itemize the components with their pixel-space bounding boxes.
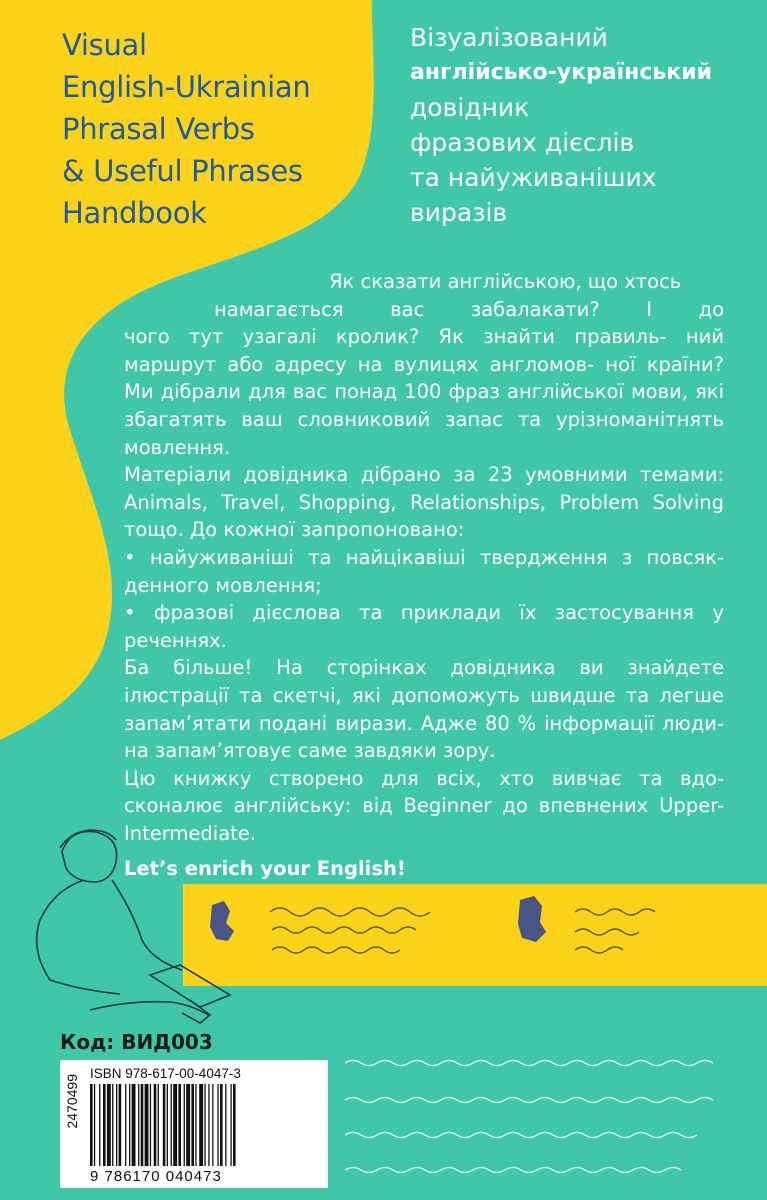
title-en-line: English-Ukrainian [62, 70, 311, 104]
barcode-bar [178, 1084, 181, 1166]
barcode-bars [88, 1084, 322, 1166]
barcode-bar [154, 1084, 157, 1166]
title-ukrainian [410, 20, 750, 230]
barcode-bar [103, 1084, 106, 1166]
barcode-bar [129, 1084, 130, 1166]
paragraph-4: Цю книжку створено для всіх, хто вивчає та вдо- сконалює англійську: від Beginner до впевнених Upper- Intermediate. [124, 766, 724, 845]
barcode-vertical-number: 2470499 [64, 1074, 80, 1129]
barcode-bar [167, 1084, 168, 1166]
barcode [60, 1060, 328, 1188]
barcode-bar [112, 1084, 113, 1166]
barcode-bar [173, 1084, 177, 1166]
barcode-bar [230, 1084, 231, 1166]
barcode-bar [195, 1084, 196, 1166]
title-en-line: & Useful Phrases [62, 154, 303, 188]
title-ua-line: Візуалізований [410, 23, 608, 52]
bullet-item-1: • найуживаніші та найцікавіші твердження з повсяк- денного мовлення; [124, 545, 724, 597]
paragraph-1-line-1: Як сказати англійською, що хтось [329, 270, 682, 293]
barcode-bar [145, 1084, 149, 1166]
barcode-bar [116, 1084, 117, 1166]
barcode-number: 9 786170 040473 [90, 1168, 222, 1185]
barcode-bar [141, 1084, 144, 1166]
barcode-bar [90, 1084, 93, 1166]
paragraph-2: Матеріали довідника дібрано за 23 умовними темами: Animals, Travel, Shopping, Relationships, Problem Solving тощо. До кожної запропоновано: [124, 463, 724, 542]
title-ua-line: довідник [410, 93, 530, 122]
barcode-bar [132, 1084, 136, 1166]
title-ua-line: та найуживаніших [410, 163, 657, 192]
barcode-bar [208, 1084, 209, 1166]
paragraph-1-line-2: намагається вас забалакати? І до [214, 297, 724, 321]
barcode-bar [125, 1084, 126, 1166]
title-ua-line: фразових дієслів [410, 128, 635, 157]
barcode-bar [233, 1084, 236, 1166]
barcode-bar [204, 1084, 205, 1166]
barcode-bar [171, 1084, 172, 1166]
barcode-bar [220, 1084, 223, 1166]
title-ua-line: англійсько-український [410, 60, 713, 85]
barcode-bar [107, 1084, 111, 1166]
barcode-bar [163, 1084, 166, 1166]
barcode-bar [217, 1084, 218, 1166]
bullet-item-2: • фразові дієслова та приклади їх застосування у реченнях. [124, 601, 724, 652]
barcode-bar [99, 1084, 100, 1166]
yellow-band [183, 884, 767, 986]
barcode-bar [225, 1084, 226, 1166]
decorative-scribbles-bottom [345, 1061, 713, 1173]
isbn-label: ISBN 978-617-00-4047-3 [90, 1066, 241, 1081]
barcode-bar [191, 1084, 194, 1166]
title-ua-line: виразів [410, 198, 508, 227]
description-text [124, 268, 724, 883]
barcode-bar [94, 1084, 95, 1166]
barcode-bar [119, 1084, 122, 1166]
product-code: Код: ВИД003 [60, 1030, 213, 1054]
barcode-bar [138, 1084, 139, 1166]
barcode-bar [158, 1084, 159, 1166]
barcode-bar [186, 1084, 190, 1166]
title-en-line: Handbook [62, 196, 207, 230]
title-en-line: Visual [62, 28, 147, 62]
paragraph-1-rest: чого тут узагалі кролик? Як знайти правиль- ний маршрут або адресу на вулицях англомов- ної країни? Ми дібрали для вас понад 100 фраз англійської мови, які збагатять ваш словниковий запас та урізноманітнять мовлення. [124, 325, 724, 459]
slogan: Let’s enrich your English! [124, 857, 406, 881]
paragraph-3: Ба більше! На сторінках довідника ви знайдете ілюстрації та скетчі, які допоможуть швидше та легше запам’ятати подані вирази. Адже 80 % інформації люди- на запам’ятовує саме завдяки зору. [124, 656, 724, 763]
barcode-bar [212, 1084, 213, 1166]
barcode-bar [199, 1084, 203, 1166]
barcode-bar [184, 1084, 185, 1166]
title-en-line: Phrasal Verbs [62, 112, 255, 146]
barcode-bar [150, 1084, 151, 1166]
title-english [62, 24, 392, 234]
